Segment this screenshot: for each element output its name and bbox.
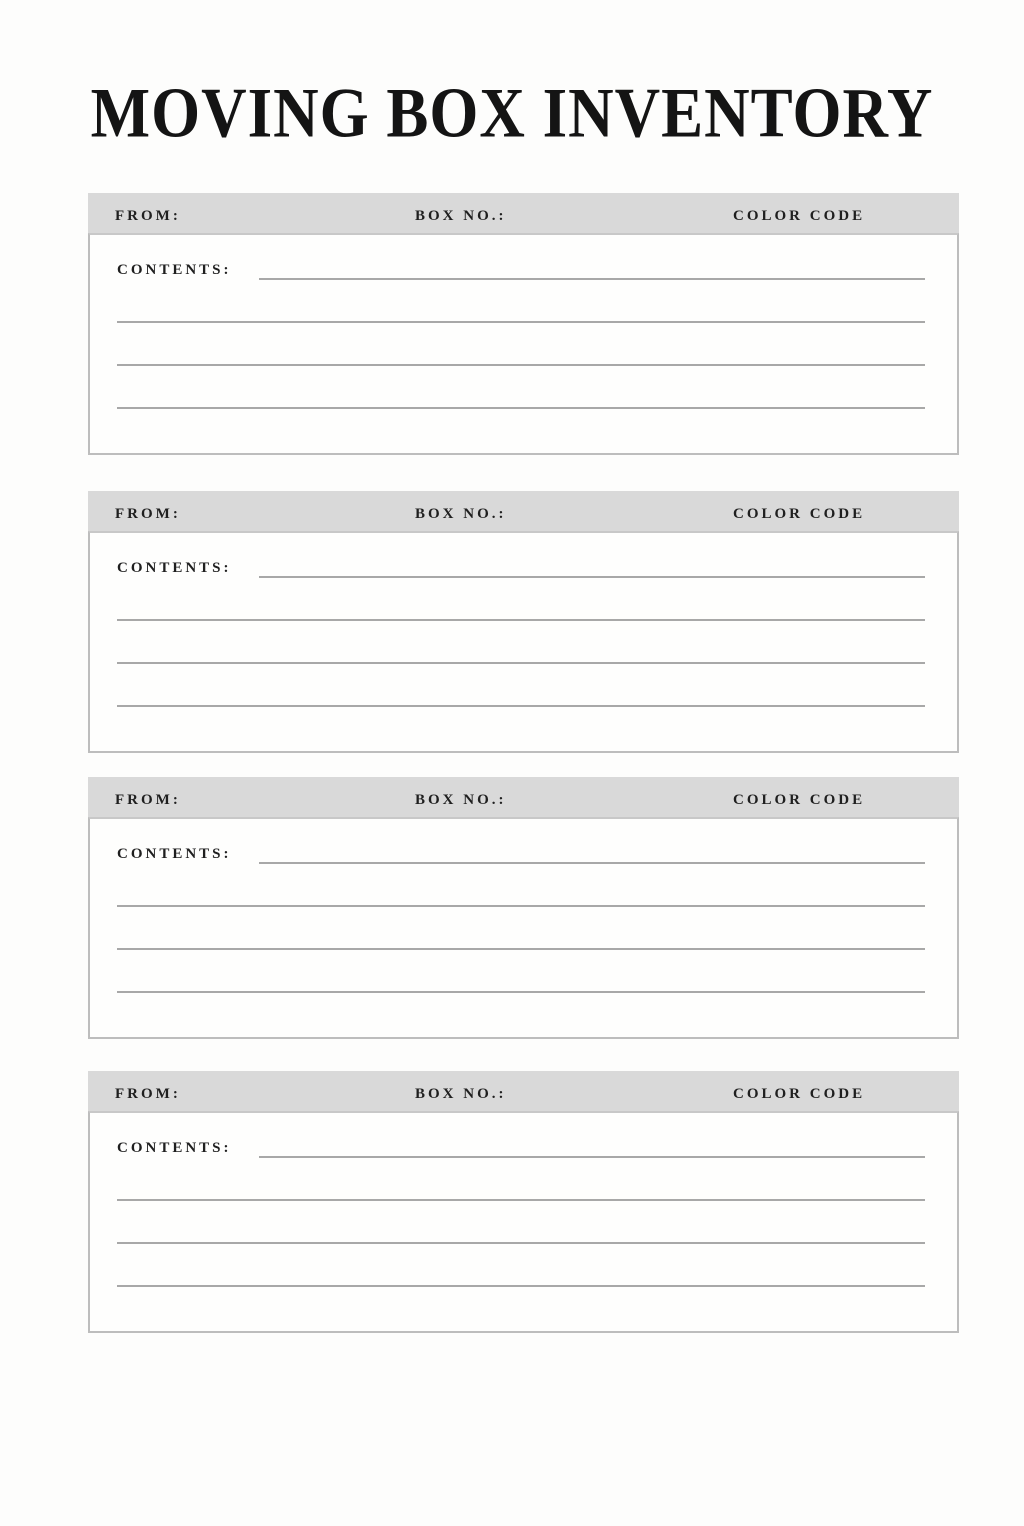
color-code-label: COLOR CODE — [733, 505, 866, 522]
contents-line-4[interactable] — [117, 664, 925, 707]
contents-line-3[interactable] — [117, 1201, 925, 1244]
color-code-cell — [733, 786, 959, 809]
from-label: FROM: — [115, 207, 181, 224]
section-header — [88, 777, 959, 817]
box-no-value[interactable] — [517, 202, 722, 220]
contents-line-3[interactable] — [117, 323, 925, 366]
from-label: FROM: — [115, 791, 181, 808]
section-body — [88, 817, 959, 1039]
contents-label: CONTENTS: — [117, 846, 232, 862]
contents-line-2[interactable] — [117, 864, 925, 907]
contents-line-2[interactable] — [117, 578, 925, 621]
contents-row — [90, 533, 957, 578]
section-body — [88, 233, 959, 455]
contents-line-3[interactable] — [117, 621, 925, 664]
from-cell — [115, 1080, 415, 1103]
from-value[interactable] — [191, 786, 403, 804]
box-no-label: BOX NO.: — [415, 207, 507, 224]
box-no-cell — [415, 786, 733, 809]
box-no-value[interactable] — [517, 786, 722, 804]
box-section-1 — [88, 193, 959, 455]
from-cell — [115, 500, 415, 523]
contents-label: CONTENTS: — [117, 1140, 232, 1156]
contents-line-1[interactable] — [259, 576, 925, 578]
color-code-cell — [733, 1080, 959, 1103]
box-section-4 — [88, 1071, 959, 1333]
section-header — [88, 193, 959, 233]
from-label: FROM: — [115, 1085, 181, 1102]
box-no-cell — [415, 1080, 733, 1103]
sections-container — [88, 193, 959, 1333]
from-value[interactable] — [191, 202, 403, 220]
contents-label: CONTENTS: — [117, 560, 232, 576]
contents-line-3[interactable] — [117, 907, 925, 950]
color-code-label: COLOR CODE — [733, 207, 866, 224]
contents-row — [90, 235, 957, 280]
color-code-label: COLOR CODE — [733, 791, 866, 808]
contents-line-1[interactable] — [259, 1156, 925, 1158]
section-header — [88, 491, 959, 531]
box-section-3 — [88, 777, 959, 1039]
contents-line-4[interactable] — [117, 366, 925, 409]
section-body — [88, 531, 959, 753]
box-no-cell — [415, 202, 733, 225]
contents-line-2[interactable] — [117, 1158, 925, 1201]
contents-row — [90, 819, 957, 864]
color-code-cell — [733, 202, 959, 225]
contents-line-4[interactable] — [117, 1244, 925, 1287]
color-code-value[interactable] — [875, 1080, 947, 1098]
box-no-label: BOX NO.: — [415, 791, 507, 808]
box-section-2 — [88, 491, 959, 753]
section-body — [88, 1111, 959, 1333]
contents-line-1[interactable] — [259, 278, 925, 280]
from-label: FROM: — [115, 505, 181, 522]
contents-label: CONTENTS: — [117, 262, 232, 278]
contents-line-1[interactable] — [259, 862, 925, 864]
box-no-label: BOX NO.: — [415, 1085, 507, 1102]
color-code-label: COLOR CODE — [733, 1085, 866, 1102]
from-value[interactable] — [191, 500, 403, 518]
box-no-value[interactable] — [517, 500, 722, 518]
section-header — [88, 1071, 959, 1111]
color-code-value[interactable] — [875, 786, 947, 804]
from-value[interactable] — [191, 1080, 403, 1098]
box-no-value[interactable] — [517, 1080, 722, 1098]
contents-row — [90, 1113, 957, 1158]
color-code-value[interactable] — [875, 202, 947, 220]
color-code-value[interactable] — [875, 500, 947, 518]
color-code-cell — [733, 500, 959, 523]
from-cell — [115, 786, 415, 809]
box-no-cell — [415, 500, 733, 523]
contents-line-4[interactable] — [117, 950, 925, 993]
from-cell — [115, 202, 415, 225]
contents-line-2[interactable] — [117, 280, 925, 323]
box-no-label: BOX NO.: — [415, 505, 507, 522]
page-title: MOVING BOX INVENTORY — [90, 73, 934, 153]
